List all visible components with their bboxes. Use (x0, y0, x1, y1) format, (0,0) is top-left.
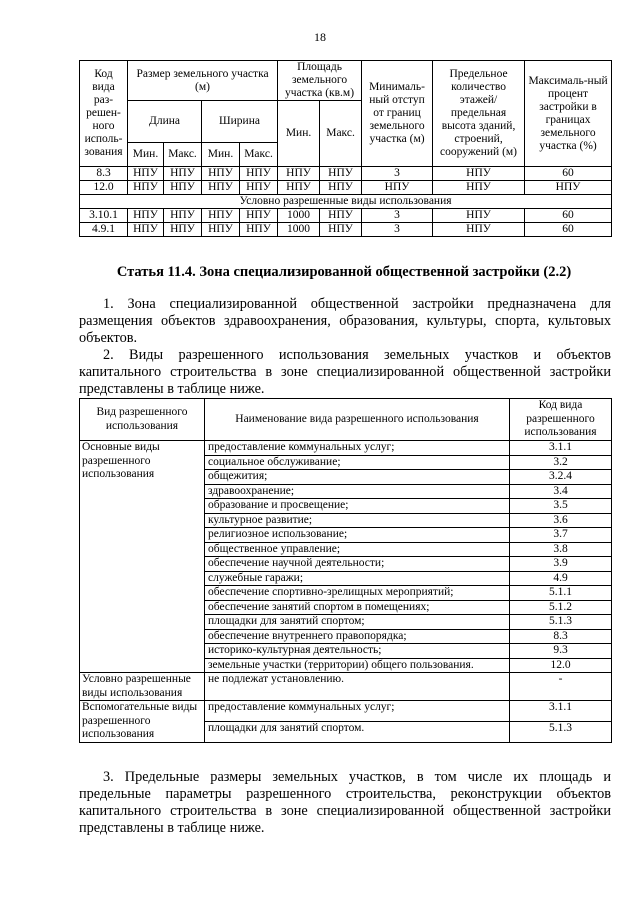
table-cell: НПУ (128, 223, 164, 237)
table-cell: НПУ (240, 167, 278, 181)
header-width-max: Макс. (240, 143, 278, 167)
table-row (80, 673, 612, 701)
header-use-name: Наименование вида разрешенного использования (205, 399, 510, 441)
table-row (80, 209, 612, 223)
table-cell: НПУ (128, 167, 164, 181)
table-row (80, 167, 612, 181)
use-name: земельные участки (территории) общего пользования. (205, 658, 510, 673)
use-code: 3.5 (510, 499, 612, 514)
use-code: 3.9 (510, 557, 612, 572)
table-cell: 3 (362, 223, 433, 237)
use-name: площадки для занятий спортом. (205, 721, 510, 742)
table-cell: НПУ (433, 167, 525, 181)
table-cell: НПУ (164, 209, 202, 223)
header-use-type: Вид разрешенного использования (80, 399, 205, 441)
use-code: 5.1.1 (510, 586, 612, 601)
use-name: предоставление коммунальных услуг; (205, 701, 510, 722)
table-cell: 1000 (278, 223, 320, 237)
use-name: обеспечение спортивно-зрелищных мероприятий; (205, 586, 510, 601)
table-cell: НПУ (164, 167, 202, 181)
table-cell: 3.10.1 (80, 209, 128, 223)
header-area: Площадь земельного участка (кв.м) (278, 61, 362, 101)
table-cell: НПУ (202, 223, 240, 237)
table-cell: 12.0 (80, 181, 128, 195)
use-code: 3.1.1 (510, 441, 612, 456)
table-cell: 60 (525, 223, 612, 237)
paragraph-2: 2. Виды разрешенного использования земельных участков и объектов капитального строительства в зоне специализированной общественной застройки представлены в таблице ниже. (79, 347, 611, 397)
table-cell: 60 (525, 209, 612, 223)
use-name: социальное обслуживание; (205, 455, 510, 470)
table-cell: НПУ (202, 167, 240, 181)
use-category: Вспомогательные виды разрешенного использования (80, 701, 205, 743)
table-cell: 3 (362, 209, 433, 223)
table-cell: НПУ (240, 223, 278, 237)
table-cell: НПУ (164, 181, 202, 195)
use-code: 8.3 (510, 629, 612, 644)
use-code: 3.2.4 (510, 470, 612, 485)
table-cell: НПУ (320, 209, 362, 223)
use-code: 5.1.3 (510, 721, 612, 742)
header-area-max: Макс. (320, 101, 362, 167)
header-area-min: Мин. (278, 101, 320, 167)
use-code: 4.9 (510, 571, 612, 586)
table-cell: НПУ (202, 181, 240, 195)
use-name: образование и просвещение; (205, 499, 510, 514)
header-length: Длина (128, 101, 202, 143)
use-code: 3.8 (510, 542, 612, 557)
table-cell: НПУ (278, 181, 320, 195)
use-name: обеспечение научной деятельности; (205, 557, 510, 572)
header-width: Ширина (202, 101, 278, 143)
header-size: Размер земельного участка (м) (128, 61, 278, 101)
table-cell: 60 (525, 167, 612, 181)
use-name: общественное управление; (205, 542, 510, 557)
table-cell: НПУ (433, 209, 525, 223)
table-cell: 1000 (278, 209, 320, 223)
table-cell: НПУ (240, 209, 278, 223)
use-name: общежития; (205, 470, 510, 485)
table-cell: НПУ (525, 181, 612, 195)
use-code: 9.3 (510, 644, 612, 659)
table-cell: 8.3 (80, 167, 128, 181)
use-code: 12.0 (510, 658, 612, 673)
table-cell: НПУ (320, 167, 362, 181)
table-cell: НПУ (362, 181, 433, 195)
table-cell: 3 (362, 167, 433, 181)
header-length-max: Макс. (164, 143, 202, 167)
use-code: 3.7 (510, 528, 612, 543)
table-cell: НПУ (128, 181, 164, 195)
use-code: 5.1.2 (510, 600, 612, 615)
table-cell: НПУ (240, 181, 278, 195)
header-code: Код вида раз-решен-ного исполь-зования (80, 61, 128, 167)
parameters-table (79, 60, 612, 237)
table-cell: НПУ (320, 181, 362, 195)
use-name: предоставление коммунальных услуг; (205, 441, 510, 456)
paragraph-1: 1. Зона специализированной общественной застройки предназначена для размещения объектов здравоохранения, образования, культуры, спорта, культовых объектов. (79, 296, 611, 346)
table-cell: НПУ (433, 181, 525, 195)
header-max-percent: Максималь-ный процент застройки в границах земельного участка (%) (525, 61, 612, 167)
table-cell: НПУ (164, 223, 202, 237)
table-cell: НПУ (128, 209, 164, 223)
permitted-uses-table (79, 398, 612, 743)
use-name: не подлежат установлению. (205, 673, 510, 701)
use-code: 3.4 (510, 484, 612, 499)
table-cell: НПУ (202, 209, 240, 223)
header-use-code: Код вида разрешенного использования (510, 399, 612, 441)
use-code: - (510, 673, 612, 701)
table-cell: НПУ (278, 167, 320, 181)
table-cell: 4.9.1 (80, 223, 128, 237)
use-name: обеспечение внутреннего правопорядка; (205, 629, 510, 644)
use-name: историко-культурная деятельность; (205, 644, 510, 659)
use-name: служебные гаражи; (205, 571, 510, 586)
header-width-min: Мин. (202, 143, 240, 167)
table-row (80, 181, 612, 195)
header-floors: Предельное количество этажей/ предельная высота зданий, строений, сооружений (м) (433, 61, 525, 167)
use-name: обеспечение занятий спортом в помещениях; (205, 600, 510, 615)
table-row (80, 701, 612, 722)
use-name: культурное развитие; (205, 513, 510, 528)
table-row (80, 223, 612, 237)
use-code: 3.2 (510, 455, 612, 470)
header-min-offset: Минималь-ный отступ от границ земельного участка (м) (362, 61, 433, 167)
use-name: площадки для занятий спортом; (205, 615, 510, 630)
table-row (80, 441, 612, 456)
use-name: здравоохранение; (205, 484, 510, 499)
conditional-uses-label: Условно разрешенные виды использования (80, 195, 612, 209)
use-code: 3.6 (510, 513, 612, 528)
use-code: 3.1.1 (510, 701, 612, 722)
header-length-min: Мин. (128, 143, 164, 167)
table-cell: НПУ (320, 223, 362, 237)
table-cell: НПУ (433, 223, 525, 237)
use-category: Условно разрешенные виды использования (80, 673, 205, 701)
use-code: 5.1.3 (510, 615, 612, 630)
use-name: религиозное использование; (205, 528, 510, 543)
paragraph-3: 3. Предельные размеры земельных участков, в том числе их площадь и предельные параметры разрешенного строительства, реконструкции объектов капитального строительства в зоне специализированной общественной застройки представлены в таблице ниже. (79, 769, 611, 836)
use-category: Основные виды разрешенного использования (80, 441, 205, 673)
section-heading: Статья 11.4. Зона специализированной общественной застройки (2.2) (116, 264, 572, 280)
page-number: 18 (314, 30, 326, 44)
